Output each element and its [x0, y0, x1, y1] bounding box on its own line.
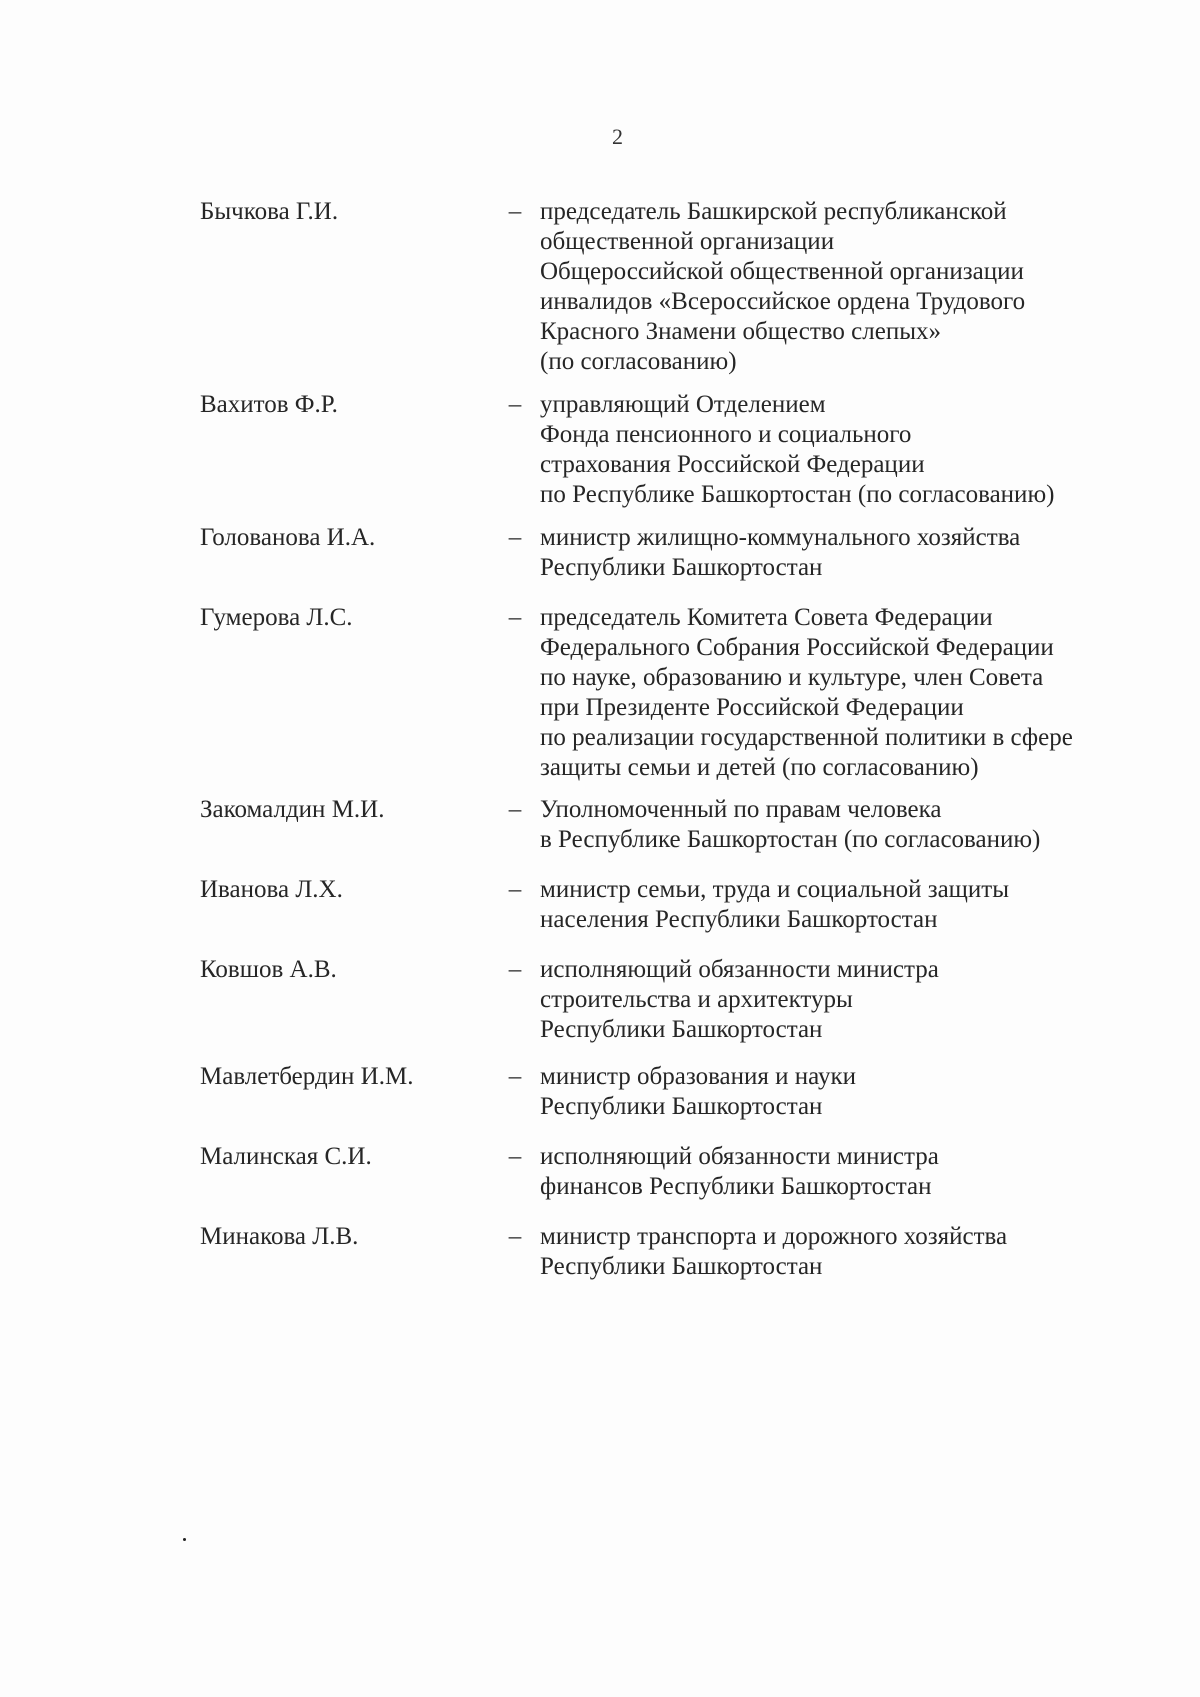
position-line: Фонда пенсионного и социального [540, 421, 912, 448]
separator-dash: – [508, 956, 522, 983]
position-line: Республики Башкортостан [540, 554, 823, 581]
page-number: 2 [612, 124, 623, 149]
position-line: общественной организации [540, 228, 835, 255]
position-line: по реализации государственной политики в сфере [540, 724, 1073, 751]
member-name: Мавлетбердин И.М. [200, 1063, 414, 1090]
position-line: Уполномоченный по правам человека [540, 796, 942, 823]
position-line: населения Республики Башкортостан [540, 906, 938, 933]
position-line: министр транспорта и дорожного хозяйства [540, 1223, 1008, 1250]
member-position [540, 390, 1140, 510]
position-line: управляющий Отделением [540, 391, 826, 418]
member-position [540, 197, 1140, 377]
member-position [540, 1062, 1140, 1122]
member-name: Ковшов А.В. [200, 956, 337, 983]
position-line: при Президенте Российской Федерации [540, 694, 964, 721]
position-line: Республики Башкортостан [540, 1016, 823, 1043]
separator-dash: – [508, 1223, 522, 1250]
position-line: министр жилищно-коммунального хозяйства [540, 524, 1021, 551]
member-position [540, 875, 1140, 935]
position-line: председатель Комитета Совета Федерации [540, 604, 993, 631]
position-line: Общероссийской общественной организации [540, 258, 1024, 285]
member-name: Закомалдин М.И. [200, 796, 385, 823]
position-line: Республики Башкортостан [540, 1093, 823, 1120]
member-name: Голованова И.А. [200, 524, 376, 551]
separator-dash: – [508, 1143, 522, 1170]
scan-speck [183, 1538, 186, 1541]
separator-dash: – [508, 876, 522, 903]
position-line: строительства и архитектуры [540, 986, 853, 1013]
member-name: Минакова Л.В. [200, 1223, 359, 1250]
position-line: исполняющий обязанности министра [540, 1143, 939, 1170]
position-line: по Республике Башкортостан (по согласованию) [540, 481, 1055, 508]
position-line: министр семьи, труда и социальной защиты [540, 876, 1010, 903]
separator-dash: – [508, 391, 522, 418]
position-line: исполняющий обязанности министра [540, 956, 939, 983]
member-name: Бычкова Г.И. [200, 198, 339, 225]
position-line: Республики Башкортостан [540, 1253, 823, 1280]
position-line: в Республике Башкортостан (по согласованию) [540, 826, 1041, 853]
position-line: Федерального Собрания Российской Федерации [540, 634, 1054, 661]
separator-dash: – [508, 524, 522, 551]
position-line: финансов Республики Башкортостан [540, 1173, 932, 1200]
member-position [540, 1222, 1140, 1282]
member-name: Гумерова Л.С. [200, 604, 353, 631]
member-position [540, 523, 1140, 583]
member-position [540, 795, 1140, 855]
separator-dash: – [508, 604, 522, 631]
member-position [540, 603, 1140, 783]
member-position [540, 955, 1140, 1045]
separator-dash: – [508, 198, 522, 225]
position-line: Красного Знамени общество слепых» [540, 318, 941, 345]
member-name: Малинская С.И. [200, 1143, 372, 1170]
member-position [540, 1142, 1140, 1202]
member-name: Вахитов Ф.Р. [200, 391, 338, 418]
position-line: по науке, образованию и культуре, член Совета [540, 664, 1044, 691]
position-line: страхования Российской Федерации [540, 451, 925, 478]
position-line: инвалидов «Всероссийское ордена Трудового [540, 288, 1026, 315]
separator-dash: – [508, 1063, 522, 1090]
separator-dash: – [508, 796, 522, 823]
position-line: министр образования и науки [540, 1063, 857, 1090]
position-line: председатель Башкирской республиканской [540, 198, 1007, 225]
member-name: Иванова Л.Х. [200, 876, 343, 903]
position-line: защиты семьи и детей (по согласованию) [540, 754, 979, 781]
position-line: (по согласованию) [540, 348, 737, 375]
